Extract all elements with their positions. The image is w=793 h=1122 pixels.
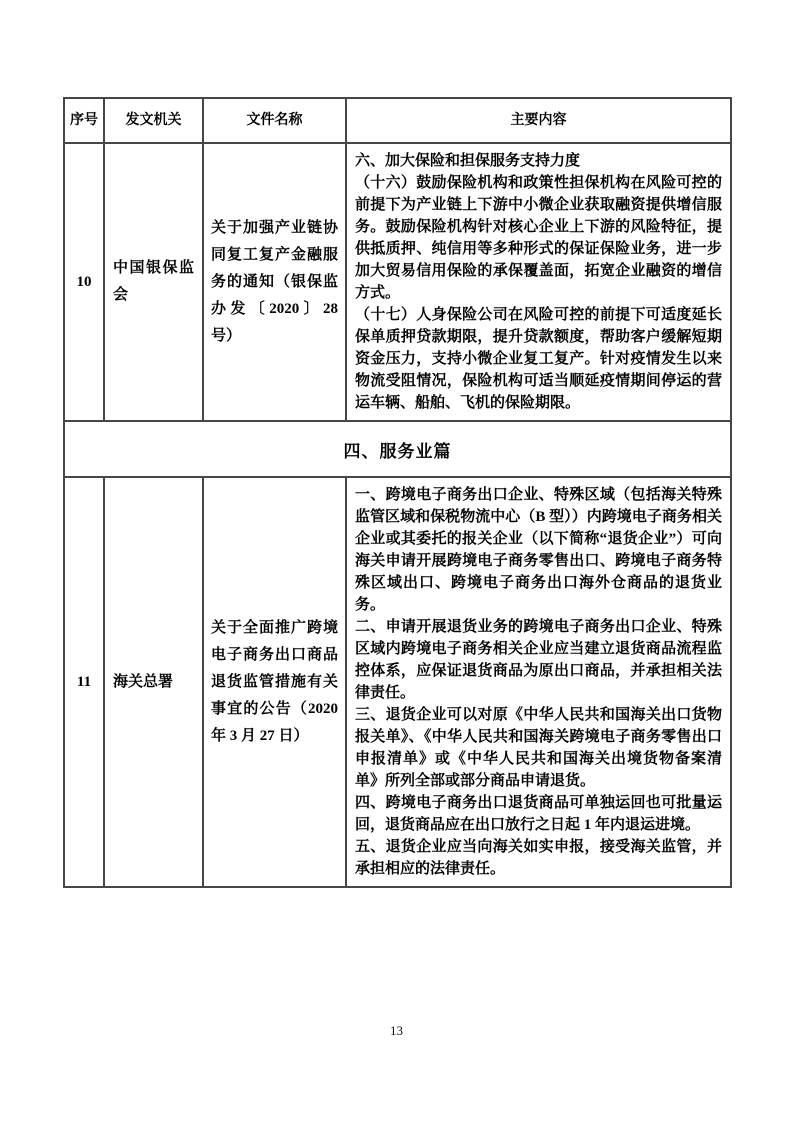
- section-header-title: 四、服务业篇: [64, 421, 731, 477]
- content-paragraph: 四、跨境电子商务出口退货商品可单独运回也可批量运回，退货商品应在出口放行之日起 1 年内退运进境。: [355, 795, 722, 833]
- cell-document-title: 关于加强产业链协同复工复产金融服务的通知（银保监办发〔2020〕28 号）: [203, 143, 346, 421]
- content-paragraph: 五、退货企业应当向海关如实申报，接受海关监管，并承担相应的法律责任。: [355, 839, 722, 877]
- policy-table: [63, 97, 732, 888]
- table-row-11: [64, 477, 731, 887]
- cell-seq-number: 10: [64, 143, 104, 421]
- header-cell-seq-number: 序号: [64, 98, 104, 143]
- content-paragraph: 六、加大保险和担保服务支持力度: [355, 153, 581, 169]
- table-header-row: [64, 98, 731, 143]
- header-cell-issuing-agency: 发文机关: [104, 98, 203, 143]
- cell-main-content: [346, 477, 731, 887]
- cell-issuing-agency: 中国银保监会: [104, 143, 203, 421]
- cell-document-title: 关于全面推广跨境电子商务出口商品退货监管措施有关事宜的公告（2020 年 3 月 27 日）: [203, 477, 346, 887]
- cell-main-content: [346, 143, 731, 421]
- cell-issuing-agency: 海关总署: [104, 477, 203, 887]
- header-cell-document-title: 文件名称: [203, 98, 346, 143]
- table-row-10: [64, 143, 731, 421]
- content-paragraph: （十六）鼓励保险机构和政策性担保机构在风险可控的前提下为产业链上下游中小微企业获取融资提供增信服务。鼓励保险机构针对核心企业上下游的风险特征，提供抵质押、纯信用等多种形式的保证保险业务，进一步加大贸易信用保险的承保覆盖面，拓宽企业融资的增信方式。: [355, 175, 722, 301]
- content-paragraph: 一、跨境电子商务出口企业、特殊区域（包括海关特殊监管区域和保税物流中心（B 型））内跨境电子商务相关企业或其委托的报关企业（以下简称“退货企业”）可向海关申请开展跨境电子商务零售出口、跨境电子商务特殊区域出口、跨境电子商务出口海外仓商品的退货业务。: [355, 487, 722, 613]
- header-cell-main-content: 主要内容: [346, 98, 731, 143]
- content-paragraph: 三、退货企业可以对原《中华人民共和国海关出口货物报关单》、《中华人民共和国海关跨境电子商务零售出口申报清单》或《中华人民共和国海关出境货物备案清单》所列全部或部分商品申请退货。: [355, 707, 722, 789]
- page-number: 13: [390, 1023, 403, 1038]
- content-paragraph: （十七）人身保险公司在风险可控的前提下可适度延长保单质押贷款期限，提升贷款额度，帮助客户缓解短期资金压力，支持小微企业复工复产。针对疫情发生以来物流受阻情况，保险机构可适当顺延疫情期间停运的营运车辆、船舶、飞机的保险期限。: [355, 307, 722, 411]
- section-header-row: [64, 421, 731, 477]
- content-paragraph: 二、申请开展退货业务的跨境电子商务出口企业、特殊区域内跨境电子商务相关企业应当建立退货商品流程监控体系，应保证退货商品为原出口商品，并承担相关法律责任。: [355, 619, 722, 701]
- cell-seq-number: 11: [64, 477, 104, 887]
